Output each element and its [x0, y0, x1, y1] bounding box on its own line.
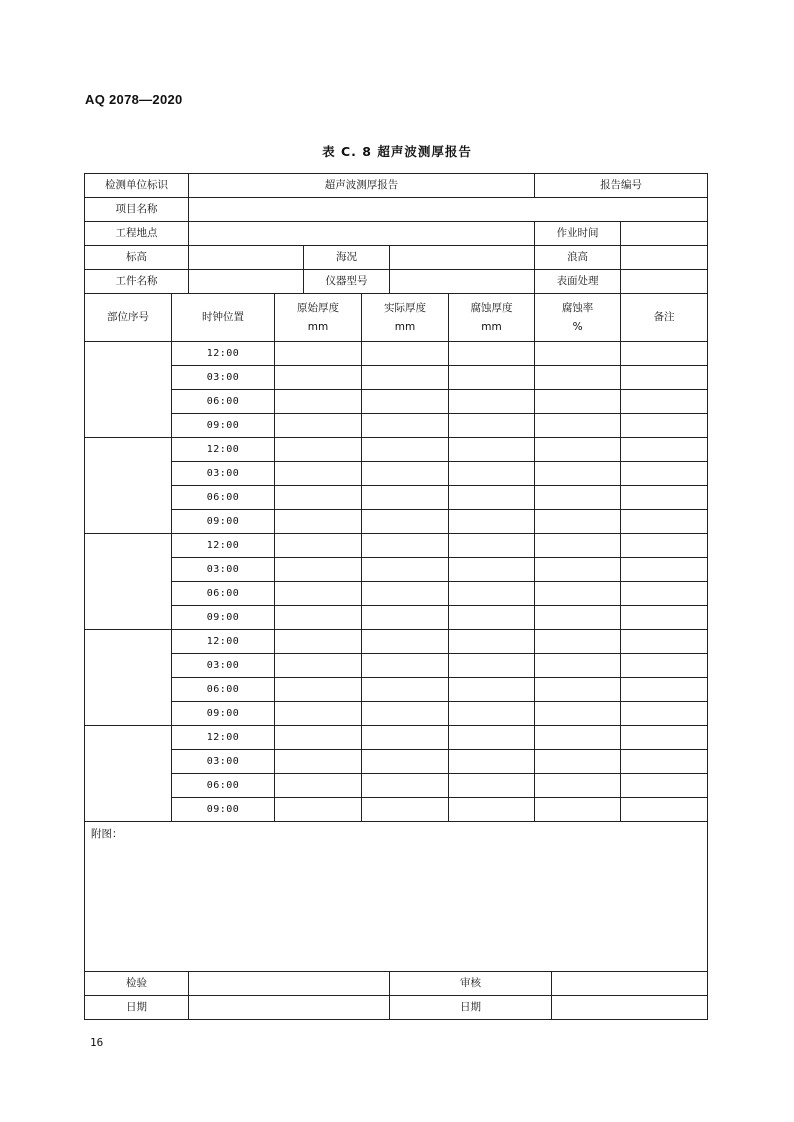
corrosion-thickness-cell[interactable] [449, 390, 535, 414]
remarks-cell[interactable] [621, 606, 708, 630]
sea-state-field[interactable] [390, 246, 535, 270]
part-no-cell[interactable] [85, 726, 172, 822]
col-corrosion-thickness-label: 腐蚀厚度 [470, 301, 513, 314]
actual-thickness-cell[interactable] [362, 750, 449, 774]
clock-position-cell: 03:00 [172, 558, 275, 582]
measurement-row [85, 750, 708, 774]
corrosion-thickness-cell[interactable] [449, 366, 535, 390]
actual-thickness-cell[interactable] [362, 462, 449, 486]
sea-state-label: 海况 [304, 246, 390, 270]
corrosion-rate-cell[interactable] [535, 558, 621, 582]
corrosion-thickness-cell[interactable] [449, 606, 535, 630]
corrosion-thickness-cell[interactable] [449, 702, 535, 726]
review-date-field[interactable] [552, 996, 708, 1020]
original-thickness-cell[interactable] [275, 390, 362, 414]
corrosion-thickness-cell[interactable] [449, 486, 535, 510]
col-corrosion-rate-unit: % [572, 320, 583, 333]
instrument-label: 仪器型号 [304, 270, 390, 294]
review-date-label: 日期 [390, 996, 552, 1020]
actual-thickness-cell[interactable] [362, 342, 449, 366]
measurement-row [85, 702, 708, 726]
remarks-cell[interactable] [621, 510, 708, 534]
remarks-cell[interactable] [621, 750, 708, 774]
original-thickness-cell[interactable] [275, 750, 362, 774]
original-thickness-cell[interactable] [275, 510, 362, 534]
wave-height-field[interactable] [621, 246, 708, 270]
col-actual-thickness-unit: mm [394, 320, 416, 333]
corrosion-rate-cell[interactable] [535, 630, 621, 654]
corrosion-thickness-cell[interactable] [449, 654, 535, 678]
elevation-label: 标高 [85, 246, 189, 270]
instrument-field[interactable] [390, 270, 535, 294]
actual-thickness-cell[interactable] [362, 486, 449, 510]
col-original-thickness-label: 原始厚度 [297, 301, 339, 314]
part-no-cell[interactable] [85, 438, 172, 534]
remarks-cell[interactable] [621, 582, 708, 606]
corrosion-thickness-cell[interactable] [449, 726, 535, 750]
original-thickness-cell[interactable] [275, 366, 362, 390]
col-corrosion-thickness [449, 294, 535, 342]
col-actual-thickness [362, 294, 449, 342]
actual-thickness-cell[interactable] [362, 558, 449, 582]
site-field[interactable] [189, 222, 535, 246]
actual-thickness-cell[interactable] [362, 438, 449, 462]
clock-position-cell: 12:00 [172, 726, 275, 750]
corrosion-thickness-cell[interactable] [449, 534, 535, 558]
corrosion-rate-cell[interactable] [535, 774, 621, 798]
remarks-cell[interactable] [621, 462, 708, 486]
corrosion-rate-cell[interactable] [535, 702, 621, 726]
remarks-cell[interactable] [621, 558, 708, 582]
col-part-no: 部位序号 [85, 294, 172, 342]
site-label: 工程地点 [85, 222, 189, 246]
col-corrosion-rate [535, 294, 621, 342]
remarks-cell[interactable] [621, 726, 708, 750]
project-name-label: 项目名称 [85, 198, 189, 222]
clock-position-cell: 09:00 [172, 414, 275, 438]
clock-position-cell: 06:00 [172, 678, 275, 702]
actual-thickness-cell[interactable] [362, 630, 449, 654]
corrosion-thickness-cell[interactable] [449, 774, 535, 798]
remarks-cell[interactable] [621, 654, 708, 678]
measurement-row [85, 582, 708, 606]
remarks-cell[interactable] [621, 798, 708, 822]
report-name: 超声波测厚报告 [189, 174, 535, 198]
col-remarks: 备注 [621, 294, 708, 342]
corrosion-rate-cell[interactable] [535, 510, 621, 534]
actual-thickness-cell[interactable] [362, 678, 449, 702]
corrosion-thickness-cell[interactable] [449, 582, 535, 606]
corrosion-rate-cell[interactable] [535, 342, 621, 366]
corrosion-rate-cell[interactable] [535, 798, 621, 822]
corrosion-rate-cell[interactable] [535, 414, 621, 438]
inspect-unit-label: 检测单位标识 [85, 174, 189, 198]
remarks-cell[interactable] [621, 486, 708, 510]
measurement-row [85, 678, 708, 702]
measurement-row [85, 390, 708, 414]
workpiece-label: 工件名称 [85, 270, 189, 294]
corrosion-thickness-cell[interactable] [449, 414, 535, 438]
measurement-row [85, 486, 708, 510]
corrosion-thickness-cell[interactable] [449, 798, 535, 822]
actual-thickness-cell[interactable] [362, 726, 449, 750]
clock-position-cell: 03:00 [172, 366, 275, 390]
corrosion-thickness-cell[interactable] [449, 558, 535, 582]
clock-position-cell: 03:00 [172, 750, 275, 774]
measurement-row [85, 366, 708, 390]
remarks-cell[interactable] [621, 414, 708, 438]
clock-position-cell: 12:00 [172, 630, 275, 654]
col-actual-thickness-label: 实际厚度 [384, 301, 426, 314]
measurement-row [85, 534, 708, 558]
clock-position-cell: 06:00 [172, 390, 275, 414]
actual-thickness-cell[interactable] [362, 414, 449, 438]
clock-position-cell: 03:00 [172, 462, 275, 486]
corrosion-rate-cell[interactable] [535, 726, 621, 750]
original-thickness-cell[interactable] [275, 558, 362, 582]
corrosion-rate-cell[interactable] [535, 654, 621, 678]
actual-thickness-cell[interactable] [362, 702, 449, 726]
work-time-field[interactable] [621, 222, 708, 246]
measurement-row [85, 726, 708, 750]
workpiece-field[interactable] [189, 270, 304, 294]
standard-code: AQ 2078—2020 [85, 92, 183, 107]
col-corrosion-rate-label: 腐蚀率 [561, 301, 594, 314]
clock-position-cell: 06:00 [172, 582, 275, 606]
corrosion-rate-cell[interactable] [535, 678, 621, 702]
corrosion-rate-cell[interactable] [535, 390, 621, 414]
original-thickness-cell[interactable] [275, 702, 362, 726]
measurement-row [85, 654, 708, 678]
inspector-field[interactable] [189, 972, 390, 996]
remarks-cell[interactable] [621, 534, 708, 558]
measurement-row [85, 630, 708, 654]
clock-position-cell: 12:00 [172, 534, 275, 558]
measurement-row [85, 558, 708, 582]
clock-position-cell: 06:00 [172, 774, 275, 798]
corrosion-rate-cell[interactable] [535, 606, 621, 630]
original-thickness-cell[interactable] [275, 582, 362, 606]
project-name-field[interactable] [189, 198, 708, 222]
corrosion-rate-cell[interactable] [535, 438, 621, 462]
part-no-cell[interactable] [85, 630, 172, 726]
original-thickness-cell[interactable] [275, 438, 362, 462]
col-original-thickness-unit: mm [307, 320, 329, 333]
original-thickness-cell[interactable] [275, 678, 362, 702]
corrosion-rate-cell[interactable] [535, 534, 621, 558]
original-thickness-cell[interactable] [275, 654, 362, 678]
measurement-row [85, 438, 708, 462]
actual-thickness-cell[interactable] [362, 798, 449, 822]
clock-position-cell: 03:00 [172, 654, 275, 678]
clock-position-cell: 06:00 [172, 486, 275, 510]
surface-field[interactable] [621, 270, 708, 294]
clock-position-cell: 12:00 [172, 438, 275, 462]
clock-position-cell: 09:00 [172, 510, 275, 534]
remarks-cell[interactable] [621, 366, 708, 390]
measurement-row [85, 774, 708, 798]
clock-position-cell: 09:00 [172, 606, 275, 630]
inspector-label: 检验 [85, 972, 189, 996]
corrosion-thickness-cell[interactable] [449, 510, 535, 534]
surface-label: 表面处理 [535, 270, 621, 294]
corrosion-thickness-cell[interactable] [449, 438, 535, 462]
measurement-row [85, 342, 708, 366]
measurement-row [85, 462, 708, 486]
corrosion-rate-cell[interactable] [535, 486, 621, 510]
actual-thickness-cell[interactable] [362, 390, 449, 414]
original-thickness-cell[interactable] [275, 534, 362, 558]
attachment-area[interactable]: 附图： [85, 822, 708, 972]
col-original-thickness [275, 294, 362, 342]
col-clock-position: 时钟位置 [172, 294, 275, 342]
measurement-row [85, 798, 708, 822]
page-number: 16 [90, 1036, 104, 1049]
inspect-date-label: 日期 [85, 996, 189, 1020]
corrosion-rate-cell[interactable] [535, 462, 621, 486]
original-thickness-cell[interactable] [275, 462, 362, 486]
col-corrosion-thickness-unit: mm [481, 320, 502, 333]
remarks-cell[interactable] [621, 702, 708, 726]
original-thickness-cell[interactable] [275, 798, 362, 822]
corrosion-thickness-cell[interactable] [449, 630, 535, 654]
actual-thickness-cell[interactable] [362, 582, 449, 606]
actual-thickness-cell[interactable] [362, 366, 449, 390]
original-thickness-cell[interactable] [275, 774, 362, 798]
report-no-label: 报告编号 [535, 174, 708, 198]
wave-height-label: 浪高 [535, 246, 621, 270]
original-thickness-cell[interactable] [275, 414, 362, 438]
actual-thickness-cell[interactable] [362, 606, 449, 630]
clock-position-cell: 09:00 [172, 798, 275, 822]
original-thickness-cell[interactable] [275, 486, 362, 510]
original-thickness-cell[interactable] [275, 630, 362, 654]
corrosion-rate-cell[interactable] [535, 750, 621, 774]
corrosion-thickness-cell[interactable] [449, 342, 535, 366]
part-no-cell[interactable] [85, 342, 172, 438]
original-thickness-cell[interactable] [275, 606, 362, 630]
clock-position-cell: 09:00 [172, 702, 275, 726]
corrosion-rate-cell[interactable] [535, 582, 621, 606]
work-time-label: 作业时间 [535, 222, 621, 246]
actual-thickness-cell[interactable] [362, 510, 449, 534]
elevation-field[interactable] [189, 246, 304, 270]
measurement-row [85, 606, 708, 630]
original-thickness-cell[interactable] [275, 726, 362, 750]
remarks-cell[interactable] [621, 774, 708, 798]
measurement-row [85, 414, 708, 438]
table-title: 表 C. 8 超声波测厚报告 [322, 144, 472, 159]
corrosion-rate-cell[interactable] [535, 366, 621, 390]
clock-position-cell: 12:00 [172, 342, 275, 366]
actual-thickness-cell[interactable] [362, 534, 449, 558]
corrosion-thickness-cell[interactable] [449, 462, 535, 486]
reviewer-field[interactable] [552, 972, 708, 996]
measurement-row [85, 510, 708, 534]
actual-thickness-cell[interactable] [362, 774, 449, 798]
remarks-cell[interactable] [621, 390, 708, 414]
ultrasonic-thickness-report-table [84, 173, 708, 1020]
part-no-cell[interactable] [85, 534, 172, 630]
inspect-date-field[interactable] [189, 996, 390, 1020]
original-thickness-cell[interactable] [275, 342, 362, 366]
remarks-cell[interactable] [621, 678, 708, 702]
remarks-cell[interactable] [621, 438, 708, 462]
actual-thickness-cell[interactable] [362, 654, 449, 678]
remarks-cell[interactable] [621, 630, 708, 654]
corrosion-thickness-cell[interactable] [449, 750, 535, 774]
reviewer-label: 审核 [390, 972, 552, 996]
remarks-cell[interactable] [621, 342, 708, 366]
corrosion-thickness-cell[interactable] [449, 678, 535, 702]
